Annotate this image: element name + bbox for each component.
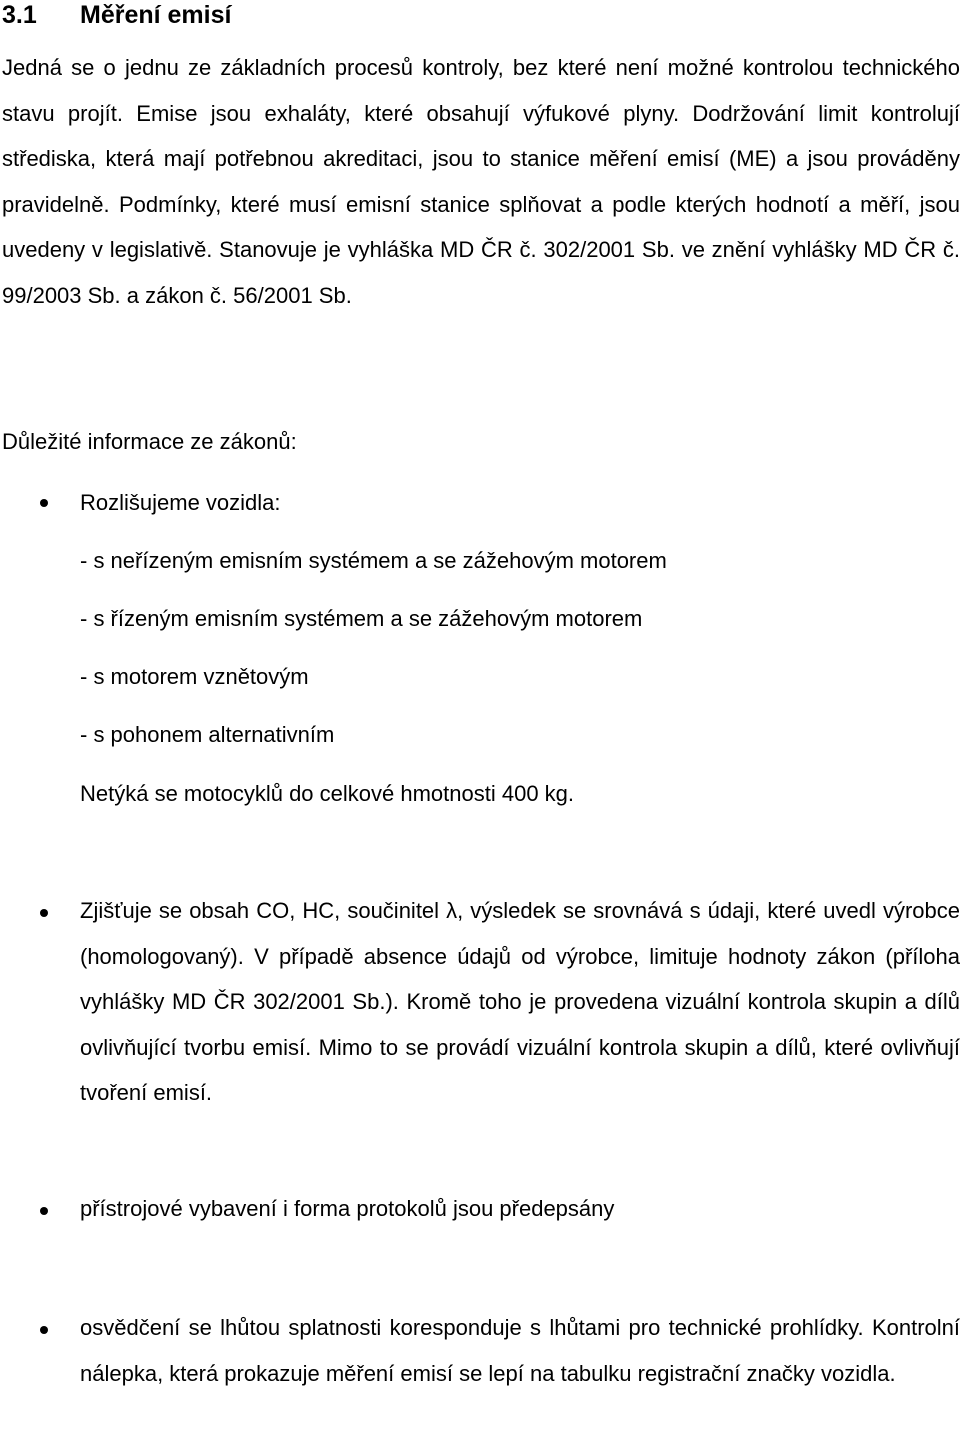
intro-paragraph: Jedná se o jednu ze základních procesů kontroly, bez které není možné kontrolou technického stavu projít. Emise jsou exhaláty, které obsahují výfukové plyny. Dodržování limit kontrolují střediska, která mají potřebnou akreditaci, jsou to stanice měření emisí (ME) a jsou prováděny pravidelně. Podmínky, které musí emisní stanice splňovat a podle kterých hodnotí a měří, jsou uvedeny v legislativě. Stanovuje je vyhláška MD ČR č. 302/2001 Sb. ve znění vyhlášky MD ČR č. 99/2003 Sb. a zákon č. 56/2001 Sb. bbox=[2, 55, 960, 308]
vehicle-type-item: - s motorem vznětovým bbox=[80, 664, 309, 689]
bullet-point bbox=[40, 909, 48, 917]
bullet-1-text: Rozlišujeme vozidla: bbox=[80, 490, 281, 515]
info-heading: Důležité informace ze zákonů: bbox=[2, 429, 297, 454]
bullet-point bbox=[40, 1326, 48, 1334]
vehicle-type-item: - s neřízeným emisním systémem a se zážehovým motorem bbox=[80, 548, 667, 573]
bullet-point bbox=[40, 499, 48, 507]
bullet-1-note: Netýká se motocyklů do celkové hmotnosti 400 kg. bbox=[80, 781, 575, 806]
section-title: Měření emisí bbox=[80, 1, 232, 29]
bullet-point bbox=[40, 1207, 48, 1215]
bullet-4-text: osvědčení se lhůtou splatnosti koresponduje s lhůtami pro technické prohlídky. Kontrolní nálepka, která prokazuje měření emisí se lepí na tabulku registrační značky vozidla. bbox=[80, 1315, 960, 1386]
section-number: 3.1 bbox=[2, 1, 37, 29]
bullet-3-text: přístrojové vybavení i forma protokolů jsou předepsány bbox=[80, 1196, 615, 1221]
bullet-2-text: Zjišťuje se obsah CO, HC, součinitel λ, výsledek se srovnává s údaji, které uvedl výrobce (homologovaný). V případě absence údajů od výrobce, limituje hodnoty zákon (příloha vyhlášky MD ČR 302/2001 Sb.). Kromě toho je provedena vizuální kontrola skupin a dílů ovlivňující tvorbu emisí. Mimo to se provádí vizuální kontrola skupin a dílů, které ovlivňují tvoření emisí. bbox=[80, 898, 960, 1105]
section-heading bbox=[2, 0, 231, 30]
vehicle-type-item: - s řízeným emisním systémem a se zážehovým motorem bbox=[80, 606, 643, 631]
vehicle-type-item: - s pohonem alternativním bbox=[80, 722, 335, 747]
